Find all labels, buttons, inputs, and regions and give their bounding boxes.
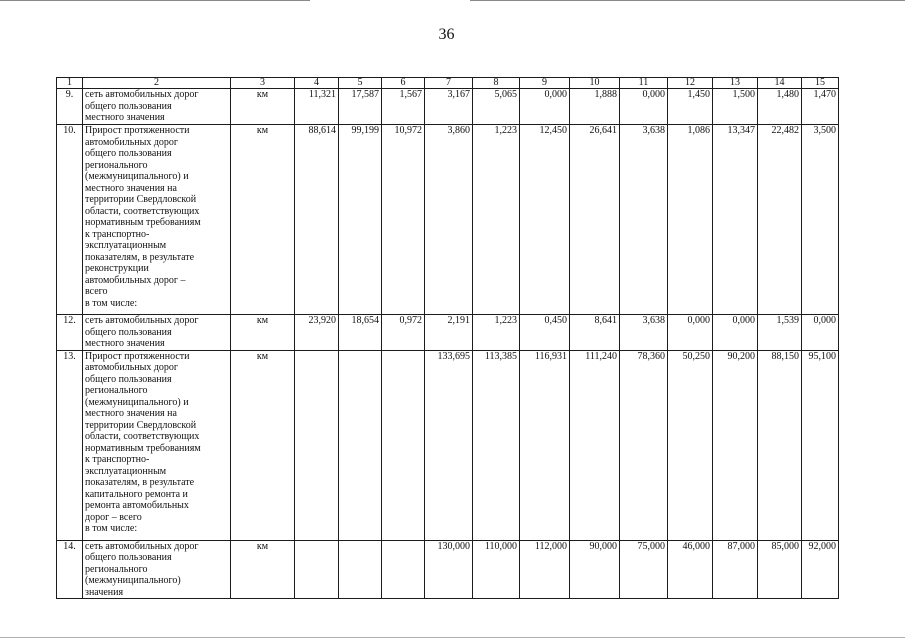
- indicator-name-line: местного значения: [85, 112, 165, 123]
- value-cell: 75,000: [620, 540, 668, 599]
- indicator-name-line: общего пользования: [85, 326, 172, 338]
- indicator-name-line: (межмуниципального) и: [85, 171, 189, 182]
- table-row: [57, 350, 839, 540]
- column-number-header: 6: [382, 78, 425, 89]
- value-cell: 88,614: [295, 125, 339, 315]
- indicator-name-line: области, соответствующих: [85, 431, 200, 442]
- value-cell: 113,385: [473, 350, 520, 540]
- value-cell: 3,167: [425, 89, 473, 125]
- value-cell: 17,587: [339, 89, 382, 125]
- table-row: [57, 125, 839, 315]
- indicator-name-line: общего пользования: [85, 373, 172, 385]
- indicator-name-line: Прирост протяженности: [85, 125, 190, 136]
- indicator-name-line: сеть автомобильных дорог: [85, 89, 199, 100]
- unit-cell: км: [231, 315, 295, 351]
- indicator-name-line: местного значения: [85, 338, 165, 349]
- value-cell: [382, 350, 425, 540]
- column-number-header: 10: [570, 78, 620, 89]
- value-cell: 133,695: [425, 350, 473, 540]
- value-cell: 3,638: [620, 125, 668, 315]
- value-cell: 0,000: [713, 315, 758, 351]
- scan-line-top-right: [470, 0, 905, 1]
- value-cell: 11,321: [295, 89, 339, 125]
- scan-line-bottom: [0, 637, 905, 638]
- indicator-name-line: эксплуатационным: [85, 240, 167, 251]
- row-number-cell: 10.: [57, 125, 83, 315]
- indicator-name-line: общего пользования: [85, 148, 172, 159]
- indicator-name-line: (межмуниципального) и: [85, 396, 189, 408]
- column-number-row: [57, 78, 839, 89]
- indicator-name-line: регионального: [85, 159, 148, 171]
- value-cell: 18,654: [339, 315, 382, 351]
- row-number-cell: 9.: [57, 89, 83, 125]
- value-cell: 50,250: [668, 350, 713, 540]
- value-cell: [339, 540, 382, 599]
- indicator-name-line: общего пользования: [85, 100, 172, 112]
- value-cell: 1,223: [473, 125, 520, 315]
- value-cell: 1,539: [758, 315, 802, 351]
- value-cell: 111,240: [570, 350, 620, 540]
- value-cell: 95,100: [802, 350, 839, 540]
- value-cell: 1,450: [668, 89, 713, 125]
- value-cell: 8,641: [570, 315, 620, 351]
- unit-cell: км: [231, 540, 295, 599]
- unit-cell: км: [231, 125, 295, 315]
- value-cell: [295, 350, 339, 540]
- table-row: [57, 540, 839, 599]
- column-number-header: 7: [425, 78, 473, 89]
- indicator-name-line: в том числе:: [85, 297, 138, 309]
- row-number-cell: 13.: [57, 350, 83, 540]
- indicator-name-cell: [83, 315, 231, 351]
- value-cell: [382, 540, 425, 599]
- value-cell: 1,888: [570, 89, 620, 125]
- data-table: [56, 77, 839, 599]
- value-cell: 13,347: [713, 125, 758, 315]
- indicator-name-line: значения: [85, 586, 124, 598]
- value-cell: 1,470: [802, 89, 839, 125]
- indicator-name-line: сеть автомобильных дорог: [85, 540, 199, 552]
- value-cell: 116,931: [520, 350, 570, 540]
- value-cell: 1,086: [668, 125, 713, 315]
- indicator-name-line: области, соответствующих: [85, 205, 200, 217]
- value-cell: 1,567: [382, 89, 425, 125]
- indicator-name-line: к транспортно-: [85, 454, 150, 465]
- value-cell: 110,000: [473, 540, 520, 599]
- value-cell: 87,000: [713, 540, 758, 599]
- scan-line-top: [0, 0, 310, 1]
- unit-cell: км: [231, 350, 295, 540]
- indicator-name-line: территории Свердловской: [85, 194, 197, 205]
- value-cell: 10,972: [382, 125, 425, 315]
- value-cell: 0,000: [620, 89, 668, 125]
- value-cell: 92,000: [802, 540, 839, 599]
- value-cell: 0,972: [382, 315, 425, 351]
- indicator-name-line: показателям, в результате: [85, 251, 195, 263]
- indicator-name-line: регионального: [85, 385, 148, 396]
- column-number-header: 5: [339, 78, 382, 89]
- indicator-name-line: нормативным требованиям: [85, 442, 201, 454]
- value-cell: 46,000: [668, 540, 713, 599]
- indicator-name-line: эксплуатационным: [85, 465, 167, 477]
- value-cell: 23,920: [295, 315, 339, 351]
- indicator-name-line: территории Свердловской: [85, 419, 197, 431]
- value-cell: 1,480: [758, 89, 802, 125]
- indicator-name-cell: [83, 89, 231, 125]
- column-number-header: 13: [713, 78, 758, 89]
- value-cell: 12,450: [520, 125, 570, 315]
- indicator-name-cell: [83, 540, 231, 599]
- value-cell: 78,360: [620, 350, 668, 540]
- value-cell: 5,065: [473, 89, 520, 125]
- page-number: 36: [438, 26, 455, 43]
- indicator-name-line: к транспортно-: [85, 228, 150, 240]
- value-cell: 99,199: [339, 125, 382, 315]
- indicator-name-line: сеть автомобильных дорог: [85, 315, 199, 326]
- column-number-header: 2: [83, 78, 231, 89]
- indicator-name-line: всего: [85, 286, 108, 297]
- indicator-name-line: регионального: [85, 563, 148, 575]
- column-number-header: 15: [802, 78, 839, 89]
- value-cell: 1,500: [713, 89, 758, 125]
- value-cell: 0,000: [802, 315, 839, 351]
- column-number-header: 14: [758, 78, 802, 89]
- indicator-name-line: капитального ремонта и: [85, 488, 188, 500]
- indicator-name-cell: [83, 350, 231, 540]
- value-cell: 0,000: [520, 89, 570, 125]
- indicator-name-line: дорог – всего: [85, 511, 142, 523]
- value-cell: 2,191: [425, 315, 473, 351]
- value-cell: 22,482: [758, 125, 802, 315]
- value-cell: 88,150: [758, 350, 802, 540]
- column-number-header: 8: [473, 78, 520, 89]
- value-cell: 0,450: [520, 315, 570, 351]
- indicator-name-line: реконструкции: [85, 263, 149, 274]
- table-row: [57, 315, 839, 351]
- value-cell: 3,860: [425, 125, 473, 315]
- value-cell: 85,000: [758, 540, 802, 599]
- value-cell: [295, 540, 339, 599]
- value-cell: 1,223: [473, 315, 520, 351]
- indicator-name-line: местного значения на: [85, 408, 177, 419]
- indicator-name-line: автомобильных дорог –: [85, 274, 186, 286]
- value-cell: 26,641: [570, 125, 620, 315]
- value-cell: 130,000: [425, 540, 473, 599]
- value-cell: 90,000: [570, 540, 620, 599]
- value-cell: 112,000: [520, 540, 570, 599]
- value-cell: [339, 350, 382, 540]
- row-number-cell: 12.: [57, 315, 83, 351]
- column-number-header: 11: [620, 78, 668, 89]
- indicator-name-line: (межмуниципального): [85, 575, 181, 586]
- indicator-name-line: общего пользования: [85, 552, 172, 563]
- indicator-name-line: автомобильных дорог: [85, 136, 179, 148]
- column-number-header: 4: [295, 78, 339, 89]
- column-number-header: 3: [231, 78, 295, 89]
- value-cell: 90,200: [713, 350, 758, 540]
- unit-cell: км: [231, 89, 295, 125]
- indicator-name-line: в том числе:: [85, 523, 138, 534]
- value-cell: 3,638: [620, 315, 668, 351]
- value-cell: 0,000: [668, 315, 713, 351]
- indicator-name-line: ремонта автомобильных: [85, 500, 189, 511]
- column-number-header: 9: [520, 78, 570, 89]
- indicator-name-line: нормативным требованиям: [85, 217, 201, 228]
- table-row: [57, 89, 839, 125]
- indicator-name-line: показателям, в результате: [85, 477, 195, 488]
- column-number-header: 12: [668, 78, 713, 89]
- column-number-header: 1: [57, 78, 83, 89]
- indicator-name-cell: [83, 125, 231, 315]
- indicator-name-line: автомобильных дорог: [85, 362, 179, 373]
- value-cell: 3,500: [802, 125, 839, 315]
- indicator-name-line: Прирост протяженности: [85, 350, 190, 362]
- indicator-name-line: местного значения на: [85, 182, 177, 194]
- row-number-cell: 14.: [57, 540, 83, 599]
